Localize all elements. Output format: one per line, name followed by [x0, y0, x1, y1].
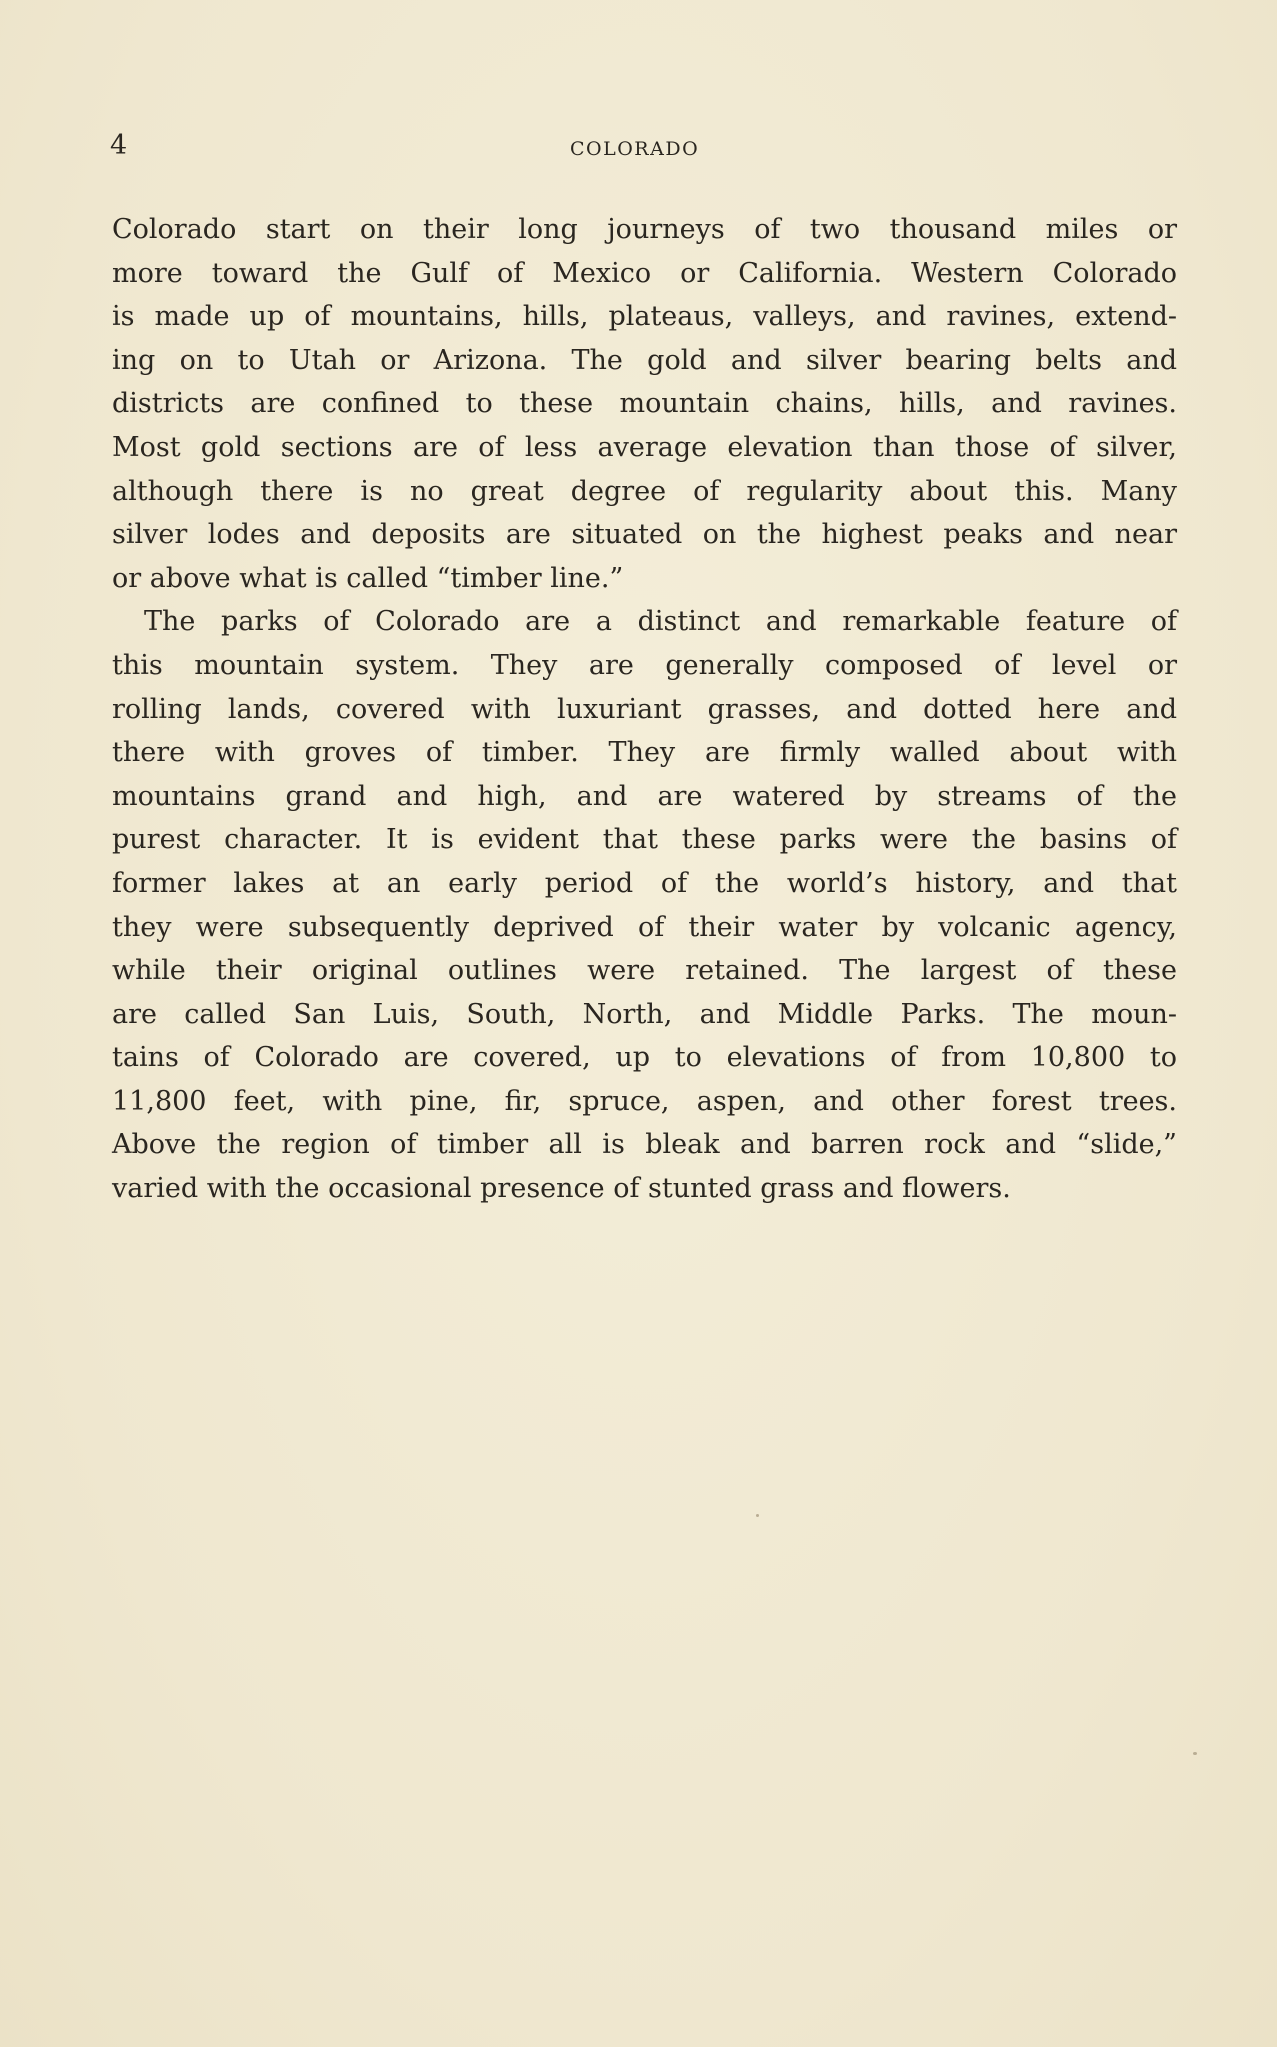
- paragraph-2-line-14: varied with the occasional presence of stunted grass and flowers.: [112, 1173, 1011, 1205]
- paragraph-1-line-2: more toward the Gulf of Mexico or California. Western Colorado: [112, 257, 1177, 289]
- paragraph-1-line-3: is made up of mountains, hills, plateaus, valleys, and ravines, extend-: [112, 301, 1177, 333]
- paragraph-1-line-6: Most gold sections are of less average elevation than those of silver,: [112, 431, 1177, 463]
- paragraph-2-line-6: purest character. It is evident that these parks were the basins of: [112, 824, 1177, 856]
- paragraph-1-line-7: although there is no great degree of regularity about this. Many: [112, 475, 1177, 507]
- paragraph-1-line-8: silver lodes and deposits are situated on the highest peaks and near: [112, 519, 1177, 551]
- paragraph-2-line-12: 11,800 feet, with pine, fir, spruce, aspen, and other forest trees.: [112, 1085, 1177, 1117]
- paragraph-2-line-5: mountains grand and high, and are watered by streams of the: [112, 780, 1177, 812]
- paragraph-2-line-2: this mountain system. They are generally composed of level or: [112, 649, 1177, 681]
- paper-speck: [1193, 1752, 1197, 1755]
- paragraph-2-line-10: are called San Luis, South, North, and Middle Parks. The moun-: [112, 998, 1177, 1030]
- paragraph-2-line-8: they were subsequently deprived of their water by volcanic agency,: [112, 911, 1177, 943]
- page-number: 4: [110, 130, 129, 161]
- paragraph-1-line-1: Colorado start on their long journeys of two thousand miles or: [112, 214, 1177, 245]
- body-text: [112, 208, 1177, 1211]
- paragraph-1-line-9: or above what is called “timber line.”: [112, 562, 624, 594]
- paper-speck: [756, 1514, 759, 1517]
- paragraph-1-line-4: ing on to Utah or Arizona. The gold and silver bearing belts and: [112, 344, 1177, 376]
- paragraph-2-line-9: while their original outlines were retained. The largest of these: [112, 955, 1177, 987]
- paragraph-2-line-7: former lakes at an early period of the world’s history, and that: [112, 867, 1177, 899]
- paragraph-2-line-13: Above the region of timber all is bleak and barren rock and “slide,”: [112, 1129, 1177, 1161]
- running-head: COLORADO: [570, 138, 700, 160]
- paragraph-2-line-3: rolling lands, covered with luxuriant grasses, and dotted here and: [112, 693, 1177, 725]
- paragraph-2-line-11: tains of Colorado are covered, up to elevations of from 10,800 to: [112, 1042, 1177, 1074]
- page-header: [110, 130, 1177, 166]
- paragraph-1-line-5: districts are confined to these mountain chains, hills, and ravines.: [112, 388, 1177, 420]
- paragraph-2-line-1: The parks of Colorado are a distinct and remarkable feature of: [144, 606, 1177, 638]
- paragraph-2-line-4: there with groves of timber. They are firmly walled about with: [112, 737, 1177, 769]
